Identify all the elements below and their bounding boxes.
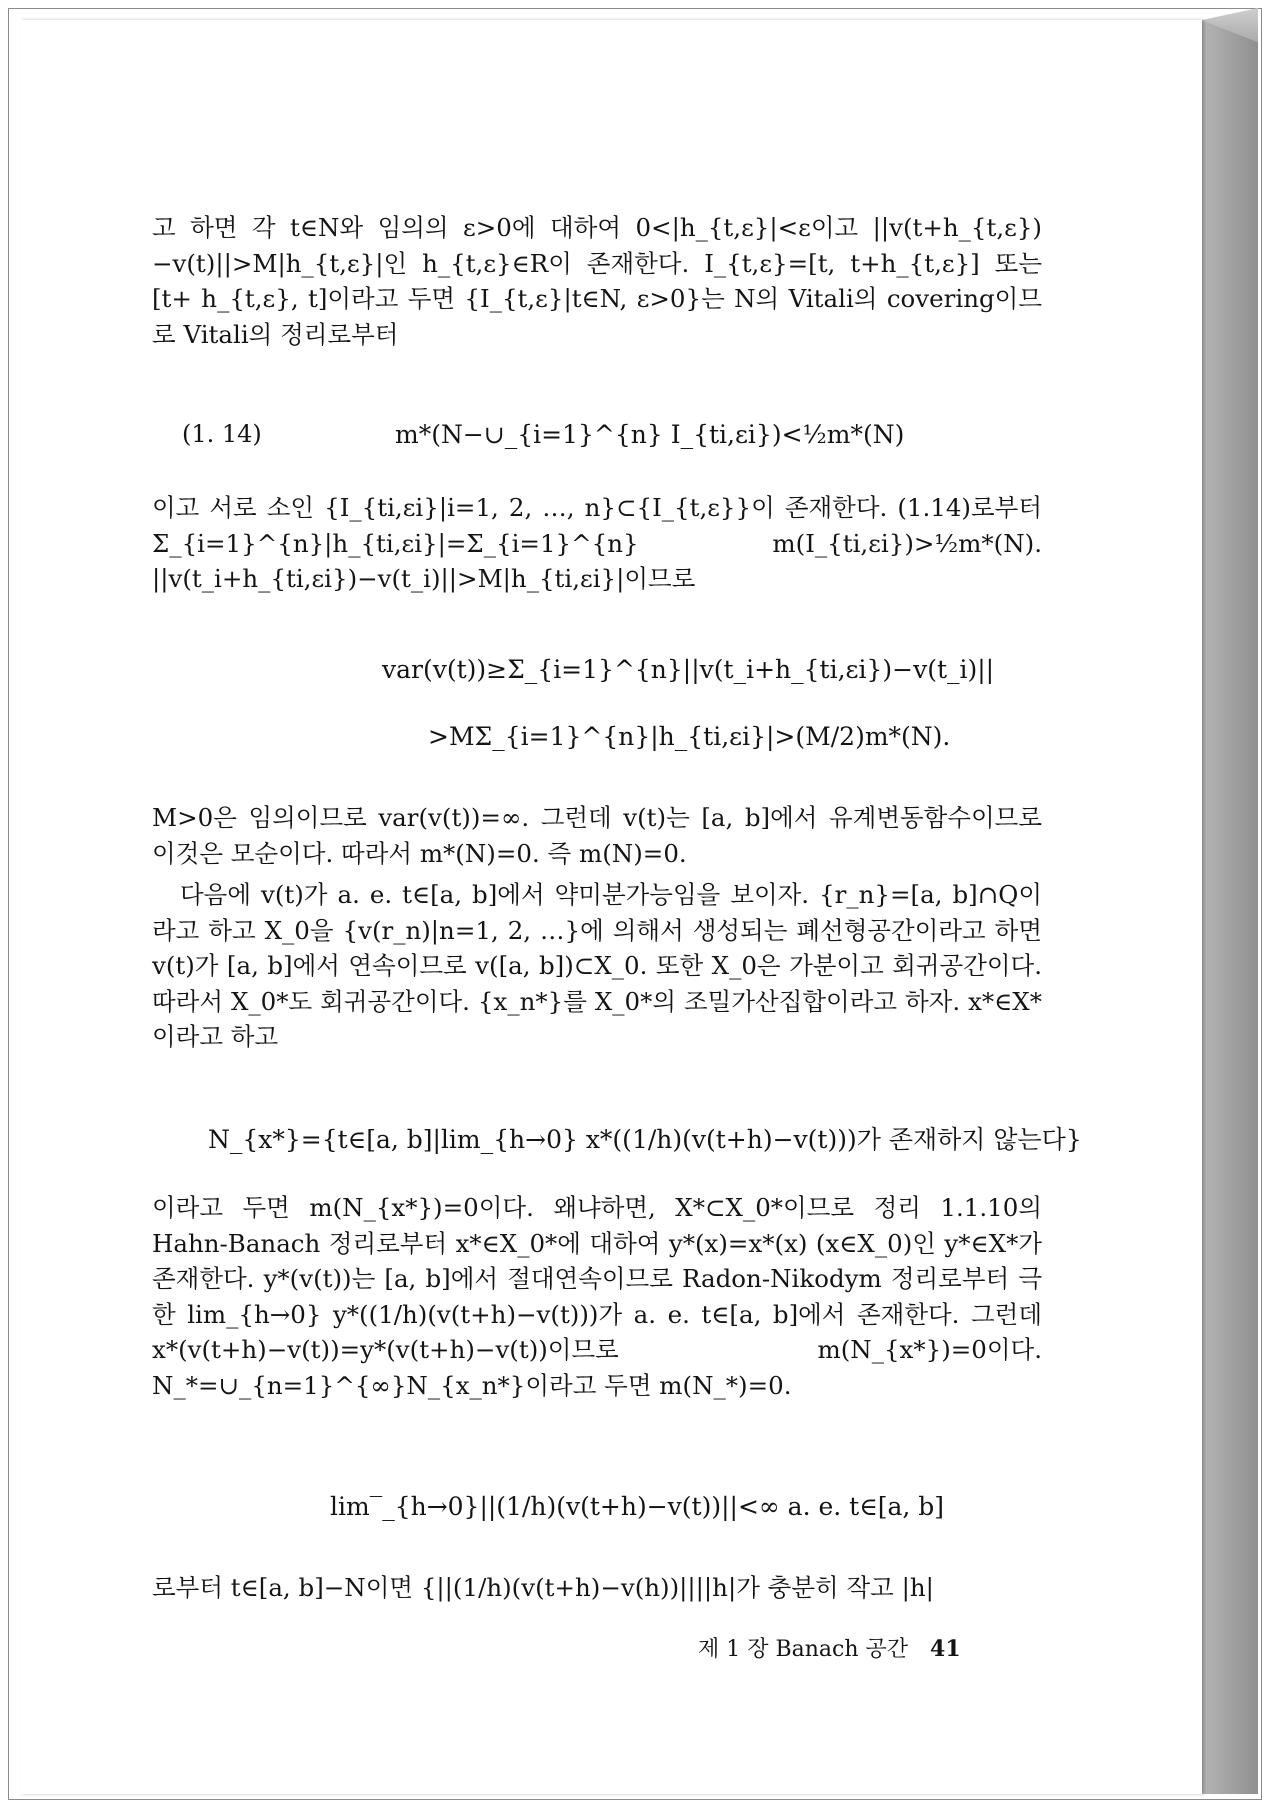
paragraph-6-text: 로부터 t∈[a, b]−N이면 {||(1/h)(v(t+h)−v(h))||||h|가 충분히 작고 |h| [152,1573,934,1602]
paragraph-2 [152,490,1042,597]
page-number: 41 [930,1636,961,1662]
paragraph-2-text: 이고 서로 소인 {I_{ti,εi}|i=1, 2, …, n}⊂{I_{t,ε}}이 존재한다. (1.14)로부터 Σ_{i=1}^{n}|h_{ti,εi}|=Σ_{i=1}^{n} m(I_{ti,εi})>½m*(N). ||v(t_i+h_{ti,εi})−v(t_i)||>M|h_{ti,εi}|이므로 [152,493,1042,594]
paragraph-5 [152,1190,1042,1403]
equation-var-line-2: >MΣ_{i=1}^{n}|h_{ti,εi}|>(M/2)m*(N). [428,722,951,751]
paragraph-4-text: 다음에 v(t)가 a. e. t∈[a, b]에서 약미분가능임을 보이자. {r_n}=[a, b]∩Q이라고 하고 X_0을 {v(r_n)|n=1, 2, …}에 의해서 생성되는 폐선형공간이라고 하면 v(t)가 [a, b]에서 연속이므로 v([a, b])⊂X_0. 또한 X_0은 가분이고 회귀공간이다. 따라서 X_0*도 회귀공간이다. {x_n*}를 X_0*의 조밀가산집합이라고 하자. x*∈X*이라고 하고 [152,880,1042,1052]
paragraph-1-text: 고 하면 각 t∈N와 임의의 ε>0에 대하여 0<|h_{t,ε}|<ε이고 ||v(t+h_{t,ε}) −v(t)||>M|h_{t,ε}|인 h_{t,ε}∈R이 존재한다. I_{t,ε}=[t, t+h_{t,ε}] 또는 [t+ h_{t,ε}, t]이라고 두면 {I_{t,ε}|t∈N, ε>0}는 N의 Vitali의 covering이므로 Vitali의 정리로부터 [152,213,1042,349]
paragraph-4 [152,877,1042,1055]
equation-number-1-14: (1. 14) [182,420,262,448]
paragraph-3 [152,800,1042,871]
chapter-title: 제 1 장 Banach 공간 [698,1637,909,1662]
page-footer [698,1632,961,1663]
paragraph-3-text: M>0은 임의이므로 var(v(t))=∞. 그런데 v(t)는 [a, b]에서 유계변동함수이므로 이것은 모순이다. 따라서 m*(N)=0. 즉 m(N)=0. [152,803,1042,868]
equation-var-line-1: var(v(t))≥Σ_{i=1}^{n}||v(t_i+h_{ti,εi})−v(t_i)|| [382,655,995,684]
equation-1-14: m*(N−∪_{i=1}^{n} I_{ti,εi})<½m*(N) [395,420,905,449]
paragraph-5-text: 이라고 두면 m(N_{x*})=0이다. 왜냐하면, X*⊂X_0*이므로 정리 1.1.10의 Hahn-Banach 정리로부터 x*∈X_0*에 대하여 y*(x)=x*(x) (x∈X_0)인 y*∈X*가 존재한다. y*(v(t))는 [a, b]에서 절대연속이므로 Radon-Nikodym 정리로부터 극한 lim_{h→0} y*((1/h)(v(t+h)−v(t)))가 a. e. t∈[a, b]에서 존재한다. 그런데 x*(v(t+h)−v(t))=y*(v(t+h)−v(t))이므로 m(N_{x*})=0이다. N_*=∪_{n=1}^{∞}N_{x_n*}이라고 두면 m(N_*)=0. [152,1193,1042,1400]
equation-limsup: lim‾_{h→0}||(1/h)(v(t+h)−v(t))||<∞ a. e. t∈[a, b] [330,1492,945,1521]
paragraph-1 [152,210,1042,352]
book-edge [1202,20,1258,1794]
paragraph-6 [152,1570,1042,1606]
equation-n-x-star-definition: N_{x*}={t∈[a, b]|lim_{h→0} x*((1/h)(v(t+h)−v(t)))가 존재하지 않는다} [208,1125,1082,1154]
